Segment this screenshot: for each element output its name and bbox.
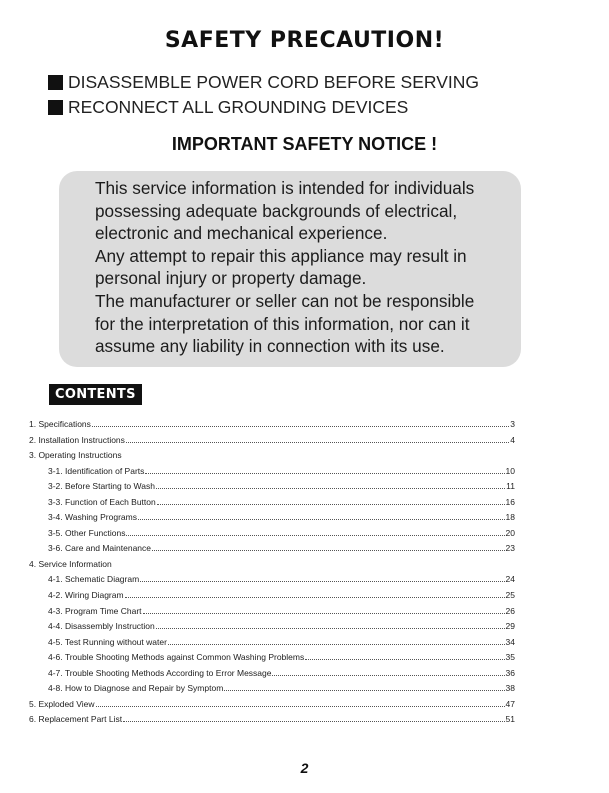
toc-entry[interactable] (29, 574, 515, 590)
toc-leader (96, 706, 505, 707)
toc-entry-page: 29 (505, 621, 515, 632)
toc-entry-page: 24 (505, 574, 515, 585)
toc-leader (92, 426, 509, 427)
toc-entry[interactable] (29, 652, 515, 668)
toc-entry[interactable] (29, 714, 515, 730)
toc-leader (138, 519, 505, 520)
toc-entry[interactable] (29, 637, 515, 653)
toc-entry-label: 3-1. Identification of Parts (48, 465, 145, 476)
bullet-square-icon (48, 75, 63, 90)
toc-entry-page: 36 (505, 667, 515, 678)
toc-leader (156, 488, 505, 489)
toc-entry-page: 4 (510, 434, 515, 445)
toc-entry[interactable] (29, 668, 515, 684)
toc-entry-page: 51 (505, 714, 515, 725)
toc-entry[interactable] (29, 543, 515, 559)
toc-entry-label: 3-5. Other Functions (48, 527, 126, 538)
toc-entry-label: 3. Operating Instructions (29, 450, 122, 461)
toc-leader (140, 581, 504, 582)
toc-entry-label: 5. Exploded View (29, 698, 95, 709)
notice-line: Any attempt to repair this appliance may result in (95, 245, 467, 266)
toc-entry[interactable] (29, 419, 515, 435)
toc-leader (126, 442, 509, 443)
toc-entry-page: 18 (505, 512, 515, 523)
toc-entry-label: 4-7. Trouble Shooting Methods According to Error Message (48, 667, 272, 678)
toc-entry-label: 3-2. Before Starting to Wash (48, 481, 155, 492)
toc-entry-label: 4-3. Program Time Chart (48, 605, 142, 616)
toc-entry-label: 4-4. Disassembly Instruction (48, 621, 155, 632)
toc-leader (125, 597, 505, 598)
toc-entry[interactable] (29, 606, 515, 622)
toc-leader (156, 628, 505, 629)
warning-line (48, 97, 408, 118)
toc-leader (157, 504, 505, 505)
toc-section-heading[interactable] (29, 450, 515, 466)
toc-entry-page: 26 (505, 605, 515, 616)
toc-entry[interactable] (29, 466, 515, 482)
toc-section-heading[interactable] (29, 559, 515, 575)
toc-entry-label: 3-4. Washing Programs (48, 512, 137, 523)
toc-entry-page: 20 (505, 527, 515, 538)
toc-entry[interactable] (29, 699, 515, 715)
toc-entry-label: 4-1. Schematic Diagram (48, 574, 140, 585)
toc-entry[interactable] (29, 435, 515, 451)
toc-leader (145, 473, 504, 474)
notice-box (59, 171, 521, 367)
warning-line (48, 72, 479, 93)
toc-entry-page: 10 (505, 465, 515, 476)
toc-entry-page: 3 (510, 419, 515, 429)
bullet-square-icon (48, 100, 63, 115)
toc-entry[interactable] (29, 590, 515, 606)
toc-entry-label: 4-2. Wiring Diagram (48, 590, 124, 601)
toc-entry-page: 35 (505, 652, 515, 663)
notice-line: possessing adequate backgrounds of electrical, (95, 200, 458, 221)
toc-leader (143, 613, 505, 614)
toc-entry-label: 4-8. How to Diagnose and Repair by Symptom (48, 683, 224, 694)
toc-entry-page: 23 (505, 543, 515, 554)
toc-entry[interactable] (29, 497, 515, 513)
toc-entry-label: 1. Specifications (29, 419, 91, 429)
notice-line: assume any liability in connection with its use. (95, 336, 445, 357)
toc-entry-label: 4-6. Trouble Shooting Methods against Common Washing Problems (48, 652, 305, 663)
toc-entry-page: 11 (506, 481, 515, 492)
toc-leader (123, 721, 504, 722)
notice-line: This service information is intended for individuals (95, 178, 475, 198)
table-of-contents (29, 419, 515, 730)
toc-entry-page: 16 (505, 496, 515, 507)
contents-label: CONTENTS (49, 384, 142, 405)
warning-text: RECONNECT ALL GROUNDING DEVICES (68, 97, 409, 117)
notice-heading: IMPORTANT SAFETY NOTICE ! (171, 134, 438, 154)
notice-line: personal injury or property damage. (95, 268, 367, 289)
toc-leader (224, 690, 504, 691)
toc-entry-label: 3-3. Function of Each Button (48, 496, 156, 507)
toc-entry-page: 47 (505, 698, 515, 709)
toc-entry-page: 25 (505, 590, 515, 601)
toc-entry-page: 38 (505, 683, 515, 694)
notice-line: The manufacturer or seller can not be responsible (95, 290, 475, 311)
toc-entry-label: 4-5. Test Running without water (48, 636, 167, 647)
toc-entry-label: 3-6. Care and Maintenance (48, 543, 152, 554)
warning-text: DISASSEMBLE POWER CORD BEFORE SERVING (68, 72, 480, 92)
toc-leader (305, 659, 504, 660)
toc-entry-label: 2. Installation Instructions (29, 434, 125, 445)
toc-entry[interactable] (29, 683, 515, 699)
toc-leader (126, 535, 504, 536)
toc-entry-page: 34 (505, 636, 515, 647)
toc-entry-label: 4. Service Information (29, 558, 112, 569)
toc-leader (168, 644, 505, 645)
page-number: 2 (300, 760, 309, 776)
toc-entry[interactable] (29, 481, 515, 497)
notice-line: electronic and mechanical experience. (95, 223, 388, 244)
toc-entry[interactable] (29, 528, 515, 544)
toc-entry[interactable] (29, 512, 515, 528)
page-title: SAFETY PRECAUTION! (164, 28, 445, 53)
notice-line: for the interpretation of this information, nor can it (95, 313, 470, 334)
toc-entry-label: 6. Replacement Part List (29, 714, 123, 725)
toc-leader (152, 550, 505, 551)
toc-leader (272, 675, 504, 676)
toc-entry[interactable] (29, 621, 515, 637)
